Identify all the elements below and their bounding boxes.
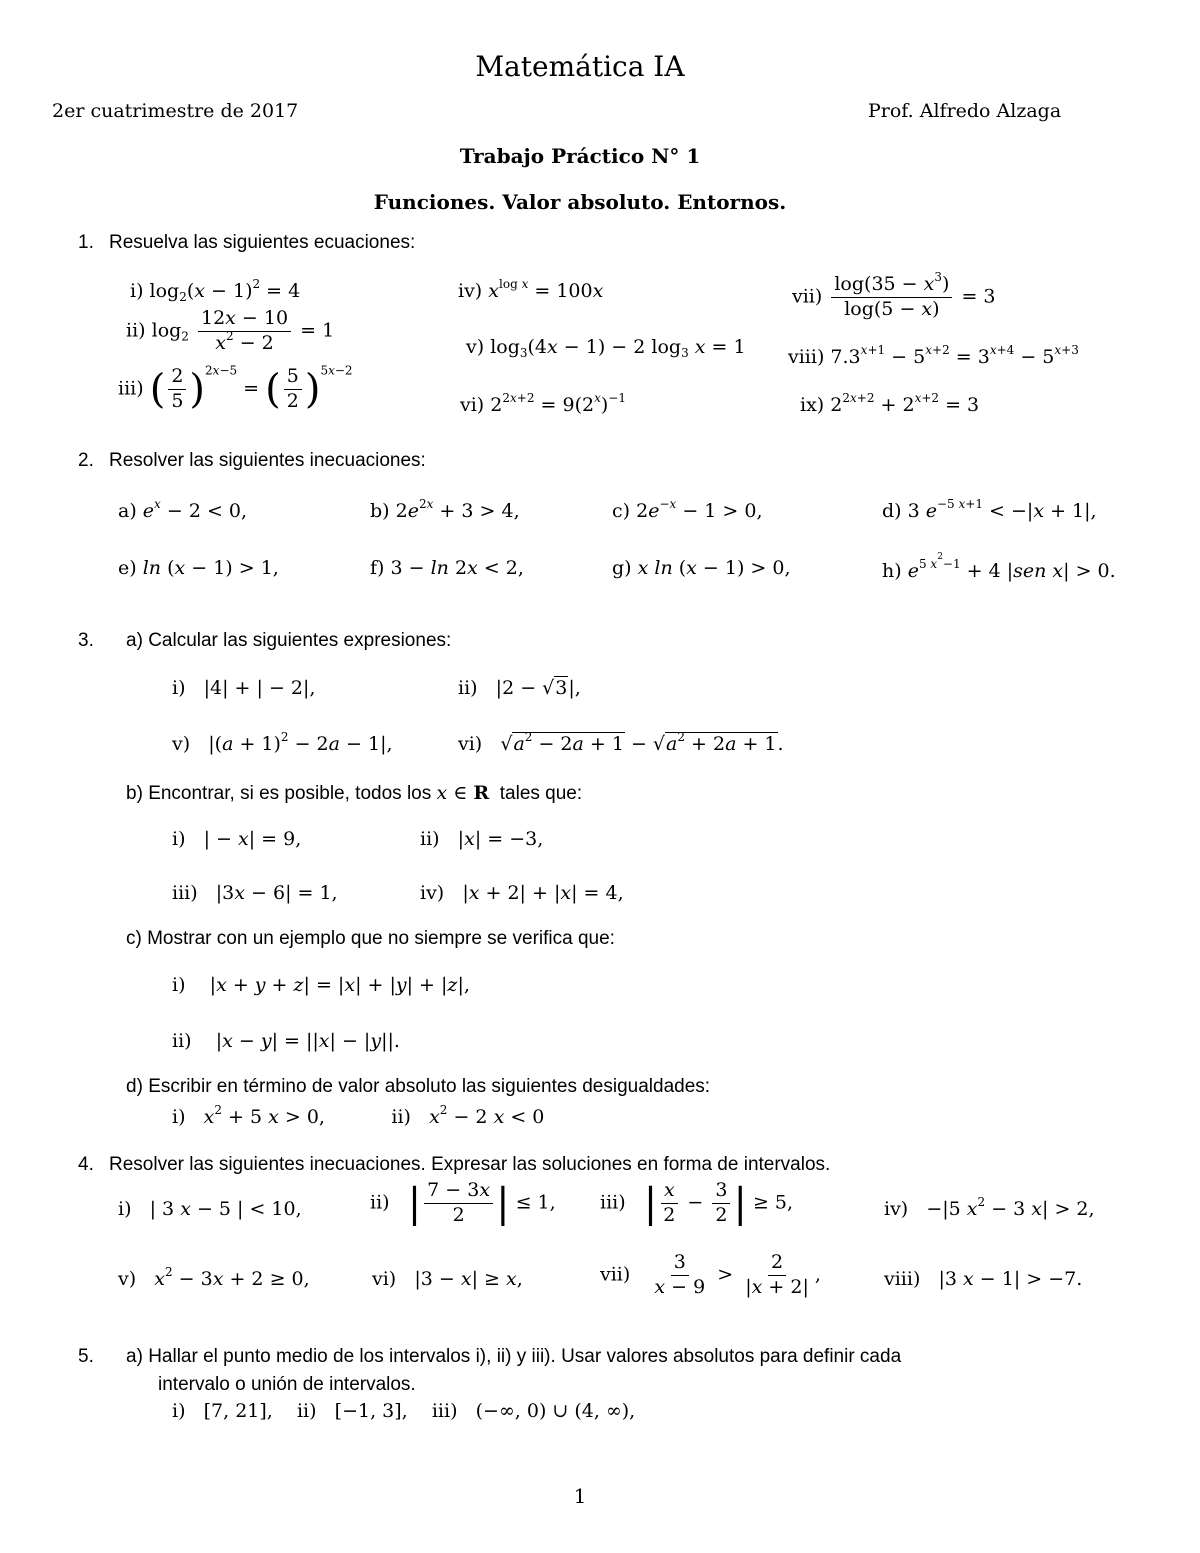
ex1-number: 1. [78, 232, 94, 253]
ex4-item-v: v) $x^2 - 3x + 2 \ge 0$, [118, 1265, 310, 1290]
ex1-statement: Resuelva las siguientes ecuaciones: [109, 232, 416, 253]
ex1-item-vii: vii) $\frac{\log(35 - x^3)}{\log(5 - x)}$ = 3 [792, 270, 996, 320]
ex4-item-vi: vi) |3 − x| ≥ x, [372, 1268, 523, 1290]
term-text: 2er cuatrimestre de 2017 [52, 100, 299, 122]
ex2-number: 2. [78, 450, 94, 471]
ex1-item-i: i) $\log_2(x - 1)^2 = 4$ [130, 277, 301, 304]
ex3a-item-i: i) |4| + | − 2|, [172, 677, 316, 699]
ex1-item-iv: iv) $x^{log x} = 100x$ [458, 277, 604, 302]
ex4-item-ii: ii) | $\frac{7 - 3x}{2}$ | ≤ 1, [370, 1179, 556, 1227]
ex4-item-iv: iv) −|5 $x^2 - 3$ x| > 2, [884, 1195, 1095, 1220]
ex5-a-line1: a) Hallar el punto medio de los intervalos i), ii) y iii). Usar valores absolutos para definir cada [126, 1346, 902, 1367]
term-label [52, 100, 298, 122]
topics-title: Funciones. Valor absoluto. Entornos. [373, 190, 787, 214]
ex2-item-a: a) $e^x - 2 < 0$, [118, 497, 248, 522]
ex3b-item-i: i) | − x| = 9, [172, 828, 302, 850]
ex3b-item-iv: iv) |x + 2| + |x| = 4, [420, 882, 624, 904]
ex5-intervals: i) [7, 21], ii) [−1, 3], iii) (−∞, 0) ∪ (4, ∞), [172, 1400, 636, 1422]
ex4-item-vii: vii) $\frac{3}{x - 9}$ > $\frac{2}{|x + 2|}$ , [600, 1251, 821, 1298]
ex2-item-c: c) $2e^{-x} - 1 > 0$, [612, 497, 763, 522]
ex2-item-e: e) ln (x − 1) > 1, [118, 557, 279, 579]
page-title: Matemática IA [475, 50, 685, 83]
ex3a-item-vi: vi) $√a^2 - 2a + 1 - √a^2 + 2a + 1$. [458, 730, 784, 755]
ex3c-item-i: i) |x + y + z| = |x| + |y| + |z|, [172, 974, 470, 996]
ex3a-item-ii: ii) |2 − √3|, [458, 677, 581, 699]
ex4-item-iii: iii) | $\frac{x}{2}$ − $\frac{3}{2}$ | ≥ 5, [600, 1179, 794, 1227]
ex1-item-iii: iii) ( $\frac{2}{5}$ )$^{2x-5}$ = ( $\frac{5}{2}$ )$^{5x-2}$ [118, 363, 353, 413]
ex2-item-d: d) 3 $e^{-5 x+1} < -|x + 1|$, [882, 497, 1097, 522]
ex3-b: b) Encontrar, si es posible, todos los x ∈ R tales que: [126, 782, 583, 804]
ex1-item-ix: ix) $2^{2x+2} + 2^{x+2} = 3$ [800, 391, 980, 416]
ex3d-items: i) $x^2 + 5$ x > 0, ii) $x^2 - 2$ x < 0 [172, 1103, 545, 1128]
ex3-number: 3. [78, 630, 94, 651]
ex3b-item-ii: ii) |x| = −3, [420, 828, 544, 850]
ex1-item-vi: vi) $2^{2x+2} = 9(2^x)^{-1}$ [460, 391, 626, 416]
ex4-number: 4. [78, 1154, 94, 1175]
ex4-item-viii: viii) |3 x − 1| > −7. [884, 1268, 1083, 1290]
ex1-item-ii: ii) $\log_2$ $\frac{12x - 10}{x^2 - 2}$ = 1 [126, 307, 335, 354]
ex2-item-f: f) 3 − ln 2x < 2, [370, 557, 524, 579]
ex1-item-v: v) $\log_3(4x - 1) - 2$ $\log_3 x = 1$ [466, 336, 746, 360]
ex2-item-h: h) $e^{5 x^2-1} + 4$ |sen x| > 0. [882, 552, 1116, 582]
ex5-number: 5. [78, 1346, 94, 1367]
ex4-item-i: i) | 3 x − 5 | < 10, [118, 1198, 302, 1220]
ex4-statement: Resolver las siguientes inecuaciones. Expresar las soluciones en forma de intervalos. [109, 1154, 831, 1175]
ex2-item-g: g) x ln (x − 1) > 0, [612, 557, 791, 579]
ex3-d: d) Escribir en término de valor absoluto las siguientes desigualdades: [126, 1076, 711, 1097]
ex3-c: c) Mostrar con un ejemplo que no siempre se verifica que: [126, 928, 615, 949]
ex3c-item-ii: ii) |x − y| = ||x| − |y||. [172, 1030, 400, 1052]
practice-title: Trabajo Práctico N° 1 [459, 144, 701, 168]
ex2-item-b: b) $2e^{2x} + 3 > 4$, [370, 497, 520, 522]
ex2-statement: Resolver las siguientes inecuaciones: [109, 450, 426, 471]
ex1-item-viii: viii) $7.3^{x+1} - 5^{x+2} = 3^{x+4} - 5^{x+3}$ [788, 343, 1079, 368]
ex3-a: a) Calcular las siguientes expresiones: [126, 630, 452, 651]
ex3b-item-iii: iii) |3x − 6| = 1, [172, 882, 338, 904]
page-number: 1 [573, 1484, 587, 1508]
professor-label: Prof. Alfredo Alzaga [868, 100, 1062, 122]
ex3a-item-v: v) $|(a + 1)^2 - 2a - 1|$, [172, 730, 393, 755]
ex5-a-line2: intervalo o unión de intervalos. [158, 1374, 416, 1395]
